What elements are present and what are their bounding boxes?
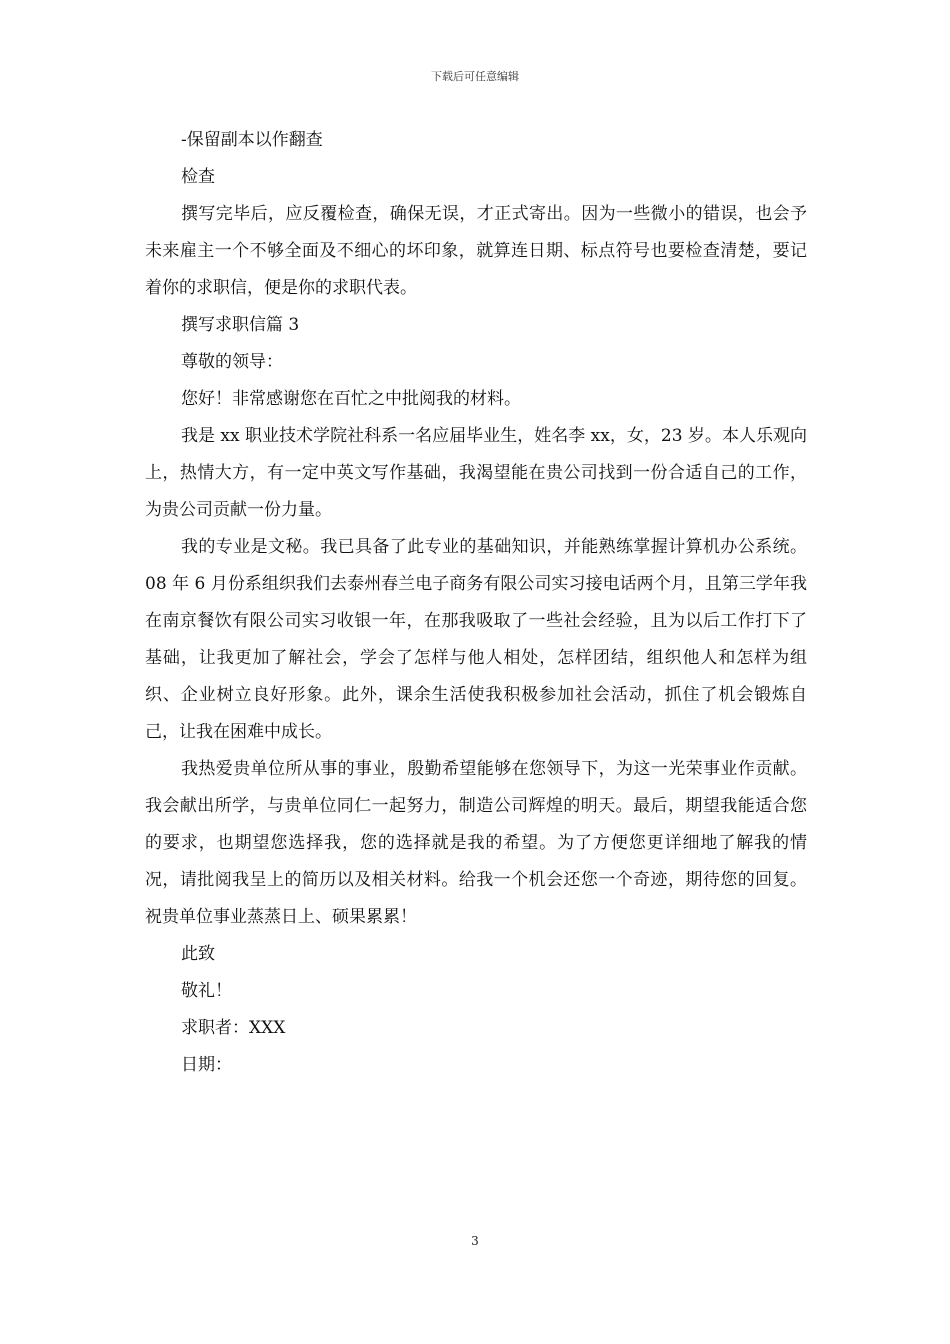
regards-line: 敬礼！ — [181, 981, 232, 1001]
greeting-line: 您好！非常感谢您在百忙之中批阅我的材料。 — [181, 389, 521, 409]
section-title: 撰写求职信篇 3 — [181, 315, 300, 335]
date-line: 日期： — [181, 1055, 232, 1075]
applicant-signature: 求职者：XXX — [181, 1018, 286, 1038]
line-check-heading: 检查 — [181, 167, 215, 187]
closing-line: 此致 — [181, 944, 215, 964]
paragraph-self-intro: 我是 xx 职业技术学院社科系一名应届毕业生，姓名李 xx，女，23 岁。本人乐观向上，热情大方，有一定中英文写作基础，我渴望能在贵公司找到一份合适自己的工作，为贵公司贡献一份力量。 — [145, 426, 807, 520]
paragraph-experience: 我的专业是文秘。我已具备了此专业的基础知识，并能熟练掌握计算机办公系统。08 年 6 月份系组织我们去泰州春兰电子商务有限公司实习接电话两个月，且第三学年我在南京餐饮有限公司实习收银一年，在那我吸取了一些社会经验，且为以后工作打下了基础，让我更加了解社会，学会了怎样与他人相处，怎样团结，组织他人和怎样为组织、企业树立良好形象。此外，课余生活使我积极参加社会活动，抓住了机会锻炼自己，让我在困难中成长。 — [145, 537, 807, 742]
document-body — [145, 122, 807, 1084]
line-keep-copy: -保留副本以作翻查 — [181, 130, 323, 150]
page-number: 3 — [471, 1234, 479, 1248]
paragraph-check-advice: 撰写完毕后，应反覆检查，确保无误，才正式寄出。因为一些微小的错误，也会予未来雇主一个不够全面及不细心的坏印象，就算连日期、标点符号也要检查清楚，要记着你的求职信，便是你的求职代表。 — [145, 204, 807, 298]
paragraph-aspiration: 我热爱贵单位所从事的事业，殷勤希望能够在您领导下，为这一光荣事业作贡献。我会献出所学，与贵单位同仁一起努力，制造公司辉煌的明天。最后，期望我能适合您的要求，也期望您选择我，您的选择就是我的希望。为了方便您更详细地了解我的情况，请批阅我呈上的简历以及相关材料。给我一个机会还您一个奇迹，期待您的回复。祝贵单位事业蒸蒸日上、硕果累累！ — [145, 759, 807, 927]
page-header-note: 下载后可任意编辑 — [431, 70, 519, 83]
salutation: 尊敬的领导： — [181, 352, 283, 372]
